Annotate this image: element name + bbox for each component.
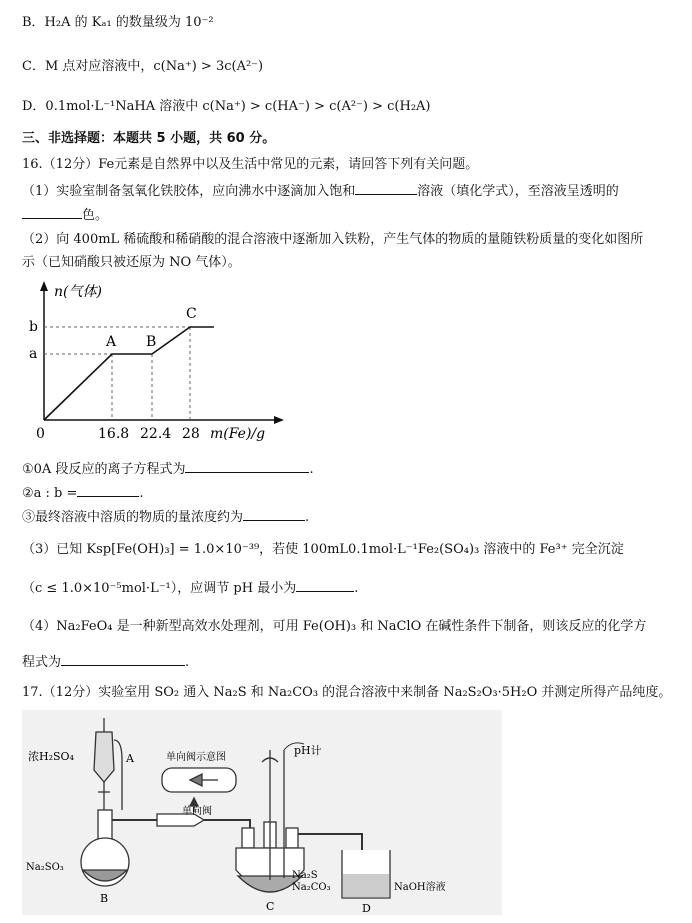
beaker-d [342, 850, 390, 898]
x-axis-label: m(Fe)/g [210, 426, 266, 442]
answer-blank[interactable] [77, 483, 139, 497]
label-valve-title: 单向阀示意图 [166, 752, 226, 763]
q16-stem: 16.（12分）Fe元素是自然界中以及生活中常见的元素，请回答下列有关问题。 [22, 157, 479, 172]
x-tick-1: 16.8 [98, 426, 130, 442]
q16-sub2-text: ②a : b = [22, 486, 78, 501]
q16-part4: （4）Na₂FeO₄ 是一种新型高效水处理剂，可用 Fe(OH)₃ 和 NaClO 在碱性条件下制备，则该反应的化学方 [22, 619, 647, 634]
answer-blank[interactable] [296, 578, 354, 592]
y-axis-label: n(气体) [54, 284, 102, 300]
x-tick-2: 22.4 [140, 426, 172, 442]
q16-sub3 [22, 507, 309, 527]
origin-label: 0 [36, 426, 45, 442]
label-na2so3: Na₂SO₃ [26, 862, 64, 873]
label-a: A [126, 752, 134, 765]
gas-iron-graph [22, 278, 292, 453]
y-axis-arrow [40, 281, 48, 291]
q16-part3-text: （c ≤ 1.0×10⁻⁵mol·L⁻¹），应调节 pH 最小为 [22, 581, 297, 596]
label-acid: 浓H₂SO₄ [28, 750, 74, 763]
option-c: C．M 点对应溶液中，c(Na⁺) > 3c(A²⁻) [22, 59, 264, 74]
label-c: C [266, 900, 275, 913]
y-tick-b: b [29, 319, 38, 335]
label-b: B [100, 892, 109, 905]
q16-sub2 [22, 483, 144, 503]
valve-schematic [162, 768, 236, 792]
q16-part1 [22, 181, 619, 201]
section-heading: 三、非选择题：本题共 5 小题，共 60 分。 [22, 131, 276, 146]
point-b: B [146, 334, 157, 350]
answer-blank[interactable] [61, 652, 185, 666]
q16-part1-text-b: 溶液（填化学式），至溶液呈透明的 [417, 184, 619, 199]
x-tick-3: 28 [182, 426, 200, 442]
label-ph: pH计 [294, 744, 322, 757]
label-d: D [362, 902, 371, 915]
q16-part1-cont [22, 205, 108, 225]
period: . [354, 581, 359, 596]
label-valve: 单向阀 [182, 806, 212, 817]
y-tick-a: a [29, 346, 38, 362]
q16-part2-cont: 示（已知硝酸只被还原为 NO 气体）。 [22, 255, 241, 270]
q16-sub1 [22, 459, 314, 479]
period: . [139, 486, 144, 501]
q16-part3-cont [22, 578, 358, 598]
q16-sub3-text: ③最终溶液中溶质的物质的量浓度约为 [22, 510, 244, 525]
answer-blank[interactable] [185, 459, 309, 473]
period: . [309, 462, 314, 477]
x-axis-arrow [274, 416, 284, 424]
point-a: A [106, 334, 117, 350]
label-naoh: NaOH溶液 [394, 882, 446, 893]
q16-part4-text: 程式为 [22, 655, 62, 670]
label-na2s: Na₂S [292, 870, 318, 881]
option-b: B．H₂A 的 Kₐ₁ 的数量级为 10⁻² [22, 15, 214, 30]
answer-blank[interactable] [22, 205, 82, 219]
label-na2co3: Na₂CO₃ [292, 882, 331, 893]
q16-part1-text-c: 色。 [82, 208, 109, 223]
q17-stem: 17.（12分）实验室用 SO₂ 通入 Na₂S 和 Na₂CO₃ 的混合溶液中来制备 Na₂S₂O₃·5H₂O 并测定所得产品纯度。 [22, 685, 672, 700]
apparatus-diagram [22, 710, 502, 915]
q16-part3: （3）已知 Ksp[Fe(OH)₃] = 1.0×10⁻³⁹，若使 100mL0.1mol·L⁻¹Fe₂(SO₄)₃ 溶液中的 Fe³⁺ 完全沉淀 [22, 542, 624, 557]
period: . [305, 510, 310, 525]
q16-part4-cont [22, 652, 189, 672]
period: . [185, 655, 190, 670]
point-c: C [186, 306, 197, 322]
answer-blank[interactable] [355, 181, 417, 195]
answer-blank[interactable] [243, 507, 305, 521]
option-d: D．0.1mol·L⁻¹NaHA 溶液中 c(Na⁺) > c(HA⁻) > c(A²⁻) > c(H₂A) [22, 99, 431, 114]
q16-sub1-text: ①0A 段反应的离子方程式为 [22, 462, 186, 477]
q16-part2: （2）向 400mL 稀硫酸和稀硝酸的混合溶液中逐渐加入铁粉，产生气体的物质的量随铁粉质量的变化如图所 [22, 232, 644, 247]
q16-part1-text-a: （1）实验室制备氢氧化铁胶体，应向沸水中逐滴加入饱和 [22, 184, 356, 199]
gas-curve [44, 327, 214, 420]
